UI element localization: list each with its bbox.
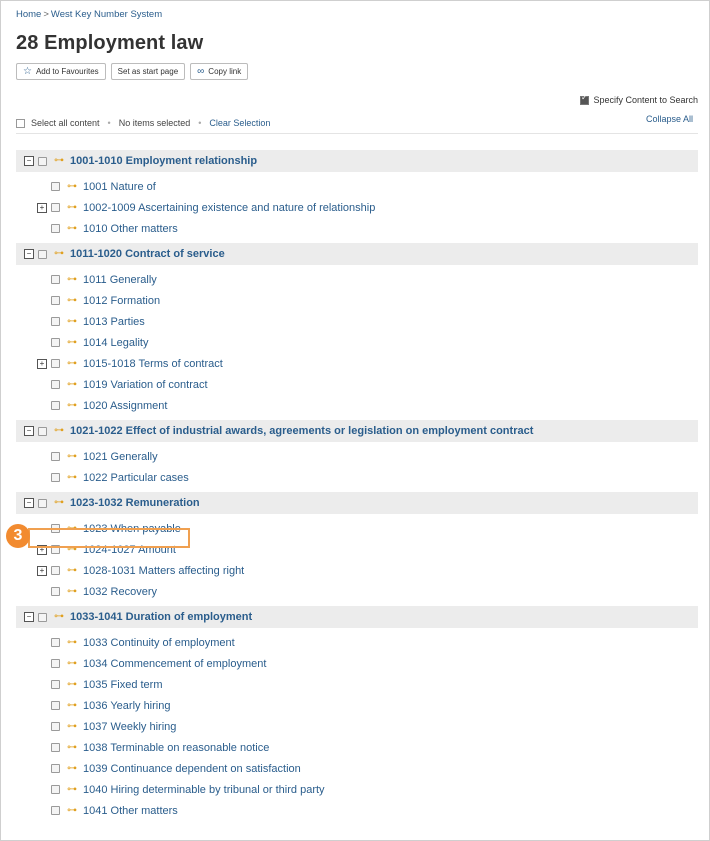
tree-item-row[interactable] xyxy=(16,311,698,332)
key-icon: ⊶ xyxy=(54,425,64,436)
item-title: Continuance dependent on satisfaction xyxy=(110,762,301,775)
key-icon: ⊶ xyxy=(67,180,77,192)
item-number: 1024-1027 xyxy=(83,543,136,556)
item-number: 1002-1009 xyxy=(83,201,136,214)
item-number: 1012 xyxy=(83,294,108,307)
expand-icon[interactable]: + xyxy=(37,203,47,213)
item-title: Amount xyxy=(138,543,176,556)
item-number: 1037 xyxy=(83,720,108,733)
row-checkbox[interactable] xyxy=(51,275,60,284)
row-checkbox[interactable] xyxy=(51,587,60,596)
collapse-all-link[interactable]: Collapse All xyxy=(645,114,693,124)
row-checkbox[interactable] xyxy=(38,499,47,508)
item-label[interactable] xyxy=(83,700,170,712)
specify-content-checkbox[interactable] xyxy=(580,96,589,105)
key-icon: ⊶ xyxy=(67,585,77,597)
item-label[interactable] xyxy=(83,400,167,412)
row-checkbox[interactable] xyxy=(51,638,60,647)
copy-link-button[interactable] xyxy=(190,63,248,80)
item-title: Assignment xyxy=(109,399,168,412)
add-to-favourites-label: Add to Favourites xyxy=(35,67,99,76)
row-checkbox[interactable] xyxy=(51,359,60,368)
tree-category-row[interactable] xyxy=(16,150,698,172)
item-number: 1014 xyxy=(83,336,108,349)
item-title: Legality xyxy=(110,336,149,349)
key-icon: ⊶ xyxy=(67,450,77,462)
key-icon: ⊶ xyxy=(67,471,77,483)
item-number: 1041 xyxy=(83,804,108,817)
item-number: 1038 xyxy=(83,741,108,754)
row-checkbox[interactable] xyxy=(51,722,60,731)
item-title: Terms of contract xyxy=(138,357,223,370)
expander-slot xyxy=(37,359,47,369)
tree-item-row[interactable] xyxy=(16,674,698,695)
item-label[interactable] xyxy=(83,181,156,193)
tree-category-row[interactable] xyxy=(16,492,698,514)
tree-item-row[interactable] xyxy=(16,632,698,653)
item-label[interactable] xyxy=(83,637,235,649)
link-icon: ∞ xyxy=(197,65,205,77)
item-title: Fixed term xyxy=(110,678,163,691)
key-icon: ⊶ xyxy=(54,497,64,508)
item-title: Other matters xyxy=(110,222,178,235)
select-all-checkbox[interactable] xyxy=(16,119,25,128)
key-icon: ⊶ xyxy=(67,699,77,711)
category-label[interactable] xyxy=(70,248,225,260)
expand-icon[interactable]: + xyxy=(37,545,47,555)
key-icon: ⊶ xyxy=(67,720,77,732)
key-icon: ⊶ xyxy=(67,783,77,795)
row-checkbox[interactable] xyxy=(51,680,60,689)
toolbar-separator: • xyxy=(198,118,202,128)
tree-item-row[interactable] xyxy=(16,197,698,218)
item-number: 1010 xyxy=(83,222,108,235)
collapse-icon[interactable]: − xyxy=(24,612,34,622)
item-number: 1040 xyxy=(83,783,108,796)
key-icon: ⊶ xyxy=(67,762,77,774)
item-label[interactable] xyxy=(83,358,223,370)
key-icon: ⊶ xyxy=(67,273,77,285)
set-as-start-page-button[interactable] xyxy=(111,63,185,80)
collapse-icon[interactable]: − xyxy=(24,426,34,436)
select-all-label: Select all content xyxy=(31,118,100,128)
category-label[interactable] xyxy=(70,611,252,623)
selection-toolbar xyxy=(16,113,698,134)
expander-slot xyxy=(37,203,47,213)
tree-category-row[interactable] xyxy=(16,243,698,265)
tree-item-row[interactable] xyxy=(16,758,698,779)
expand-icon[interactable]: + xyxy=(37,566,47,576)
row-checkbox[interactable] xyxy=(51,701,60,710)
tree-item-row[interactable] xyxy=(16,695,698,716)
key-icon: ⊶ xyxy=(67,222,77,234)
clear-selection-link[interactable]: Clear Selection xyxy=(209,118,271,128)
tree-item-row[interactable] xyxy=(16,779,698,800)
collapse-icon[interactable]: − xyxy=(24,498,34,508)
item-label[interactable] xyxy=(83,805,178,817)
category-label[interactable] xyxy=(70,425,533,437)
tree-item-row[interactable] xyxy=(16,176,698,197)
selection-count: No items selected xyxy=(118,118,191,128)
category-number: 1011-1020 xyxy=(70,248,122,260)
item-number: 1028-1031 xyxy=(83,564,136,577)
item-number: 1039 xyxy=(83,762,108,775)
category-title: Contract of service xyxy=(125,248,225,260)
item-number: 1023 xyxy=(83,522,108,535)
item-label[interactable] xyxy=(83,223,178,235)
tree-item-row[interactable] xyxy=(16,560,698,581)
item-title: Weekly hiring xyxy=(110,720,177,733)
key-icon: ⊶ xyxy=(67,564,77,576)
item-number: 1013 xyxy=(83,315,108,328)
row-checkbox[interactable] xyxy=(51,224,60,233)
key-icon: ⊶ xyxy=(67,657,77,669)
item-title: Commencement of employment xyxy=(110,657,267,670)
breadcrumb-home-link[interactable]: Home xyxy=(16,9,42,20)
expander-slot xyxy=(37,566,47,576)
set-as-start-page-label: Set as start page xyxy=(117,67,179,76)
specify-content-label: Specify Content to Search xyxy=(593,95,698,105)
key-icon: ⊶ xyxy=(67,804,77,816)
page-title: 28 Employment law xyxy=(16,32,204,54)
item-label[interactable] xyxy=(83,658,266,670)
category-number: 1023-1032 xyxy=(70,497,123,509)
item-title: Hiring determinable by tribunal or third party xyxy=(110,783,325,796)
tree-item-row[interactable] xyxy=(16,332,698,353)
item-label[interactable] xyxy=(83,784,325,796)
key-icon: ⊶ xyxy=(54,611,64,622)
key-icon: ⊶ xyxy=(67,522,77,534)
breadcrumb-separator: > xyxy=(43,9,49,20)
row-checkbox[interactable] xyxy=(38,157,47,166)
row-checkbox[interactable] xyxy=(51,182,60,191)
row-checkbox[interactable] xyxy=(51,380,60,389)
copy-link-label: Copy link xyxy=(208,67,242,76)
tree-item-row[interactable] xyxy=(16,269,698,290)
key-icon: ⊶ xyxy=(67,399,77,411)
item-number: 1034 xyxy=(83,657,108,670)
item-title: Nature of xyxy=(110,180,156,193)
item-title: Particular cases xyxy=(110,471,189,484)
highlight-box xyxy=(28,528,190,548)
item-label[interactable] xyxy=(83,721,176,733)
item-title: Generally xyxy=(110,450,158,463)
item-number: 1019 xyxy=(83,378,108,391)
row-checkbox[interactable] xyxy=(51,317,60,326)
key-icon: ⊶ xyxy=(67,201,77,213)
breadcrumb xyxy=(16,9,162,20)
tree-category-row[interactable] xyxy=(16,420,698,442)
key-icon: ⊶ xyxy=(67,741,77,753)
item-number: 1036 xyxy=(83,699,108,712)
tree-item-row[interactable] xyxy=(16,737,698,758)
collapse-icon[interactable]: − xyxy=(24,156,34,166)
key-icon: ⊶ xyxy=(67,294,77,306)
item-title: Continuity of employment xyxy=(110,636,235,649)
row-checkbox[interactable] xyxy=(38,250,47,259)
tree-item-row[interactable] xyxy=(16,353,698,374)
row-checkbox[interactable] xyxy=(51,743,60,752)
item-number: 1021 xyxy=(83,450,108,463)
item-title: Terminable on reasonable notice xyxy=(110,741,270,754)
item-title: Generally xyxy=(109,273,157,286)
tree-item-row[interactable] xyxy=(16,653,698,674)
item-label[interactable] xyxy=(83,679,163,691)
tree-category-row[interactable] xyxy=(16,606,698,628)
item-title: Other matters xyxy=(110,804,178,817)
category-title: Remuneration xyxy=(125,497,200,509)
key-icon: ⊶ xyxy=(54,248,64,259)
item-label[interactable] xyxy=(83,379,208,391)
item-label[interactable] xyxy=(83,586,157,598)
row-checkbox[interactable] xyxy=(51,764,60,773)
item-label[interactable] xyxy=(83,316,145,328)
collapse-icon[interactable]: − xyxy=(24,249,34,259)
item-title: Parties xyxy=(110,315,145,328)
add-to-favourites-button[interactable] xyxy=(16,63,106,80)
item-label[interactable] xyxy=(83,763,301,775)
item-label[interactable] xyxy=(83,472,189,484)
item-label[interactable] xyxy=(83,202,375,214)
item-title: Matters affecting right xyxy=(138,564,245,577)
key-icon: ⊶ xyxy=(67,378,77,390)
tree-item-row[interactable] xyxy=(16,374,698,395)
tree-item-row[interactable] xyxy=(16,800,698,821)
category-title: Employment relationship xyxy=(125,155,258,167)
key-icon: ⊶ xyxy=(67,357,77,369)
category-title: Duration of employment xyxy=(125,611,253,623)
item-number: 1015-1018 xyxy=(83,357,136,370)
item-number: 1035 xyxy=(83,678,108,691)
row-checkbox[interactable] xyxy=(38,427,47,436)
item-number: 1032 xyxy=(83,585,108,598)
tree-item-row[interactable] xyxy=(16,395,698,416)
item-title: Yearly hiring xyxy=(110,699,171,712)
item-title: When payable xyxy=(110,522,181,535)
item-number: 1022 xyxy=(83,471,108,484)
item-number: 1020 xyxy=(83,399,108,412)
item-number: 1011 xyxy=(83,273,107,286)
category-label[interactable] xyxy=(70,497,200,509)
tree-item-row[interactable] xyxy=(16,467,698,488)
specify-content-toggle[interactable] xyxy=(580,95,698,105)
category-title: Effect of industrial awards, agreements or legislation on employment contract xyxy=(125,425,534,437)
category-number: 1033-1041 xyxy=(70,611,123,623)
item-number: 1033 xyxy=(83,636,108,649)
tree-item-row[interactable] xyxy=(16,218,698,239)
item-title: Formation xyxy=(110,294,161,307)
tree-item-row[interactable] xyxy=(16,290,698,311)
category-number: 1001-1010 xyxy=(70,155,123,167)
row-checkbox[interactable] xyxy=(38,613,47,622)
row-checkbox[interactable] xyxy=(51,401,60,410)
item-title: Recovery xyxy=(110,585,158,598)
row-checkbox[interactable] xyxy=(51,203,60,212)
tree-item-row[interactable] xyxy=(16,446,698,467)
item-label[interactable] xyxy=(83,565,244,577)
item-number: 1001 xyxy=(83,180,108,193)
item-title: Ascertaining existence and nature of relationship xyxy=(138,201,376,214)
category-number: 1021-1022 xyxy=(70,425,123,437)
key-icon: ⊶ xyxy=(67,336,77,348)
key-icon: ⊶ xyxy=(67,543,77,555)
row-checkbox[interactable] xyxy=(51,338,60,347)
item-label[interactable] xyxy=(83,337,148,349)
item-title: Variation of contract xyxy=(110,378,208,391)
row-checkbox[interactable] xyxy=(51,806,60,815)
breadcrumb-current-link[interactable]: West Key Number System xyxy=(50,9,163,20)
key-icon: ⊶ xyxy=(67,678,77,690)
tree-item-row[interactable] xyxy=(16,716,698,737)
row-checkbox[interactable] xyxy=(51,473,60,482)
step-callout-badge: 3 xyxy=(6,524,30,548)
category-label[interactable] xyxy=(70,155,257,167)
item-label[interactable] xyxy=(83,295,160,307)
key-icon: ⊶ xyxy=(67,636,77,648)
key-number-tree xyxy=(16,150,698,821)
toolbar-separator: • xyxy=(107,118,111,128)
row-checkbox[interactable] xyxy=(51,296,60,305)
key-icon: ⊶ xyxy=(54,155,64,166)
item-label[interactable] xyxy=(83,742,269,754)
star-icon: ☆ xyxy=(23,65,32,77)
row-checkbox[interactable] xyxy=(51,566,60,575)
key-icon: ⊶ xyxy=(67,315,77,327)
item-label[interactable] xyxy=(83,274,157,286)
expand-icon[interactable]: + xyxy=(37,359,47,369)
row-checkbox[interactable] xyxy=(51,785,60,794)
row-checkbox[interactable] xyxy=(51,659,60,668)
tree-item-row[interactable] xyxy=(16,581,698,602)
item-label[interactable] xyxy=(83,451,158,463)
action-buttons xyxy=(16,63,248,80)
row-checkbox[interactable] xyxy=(51,452,60,461)
